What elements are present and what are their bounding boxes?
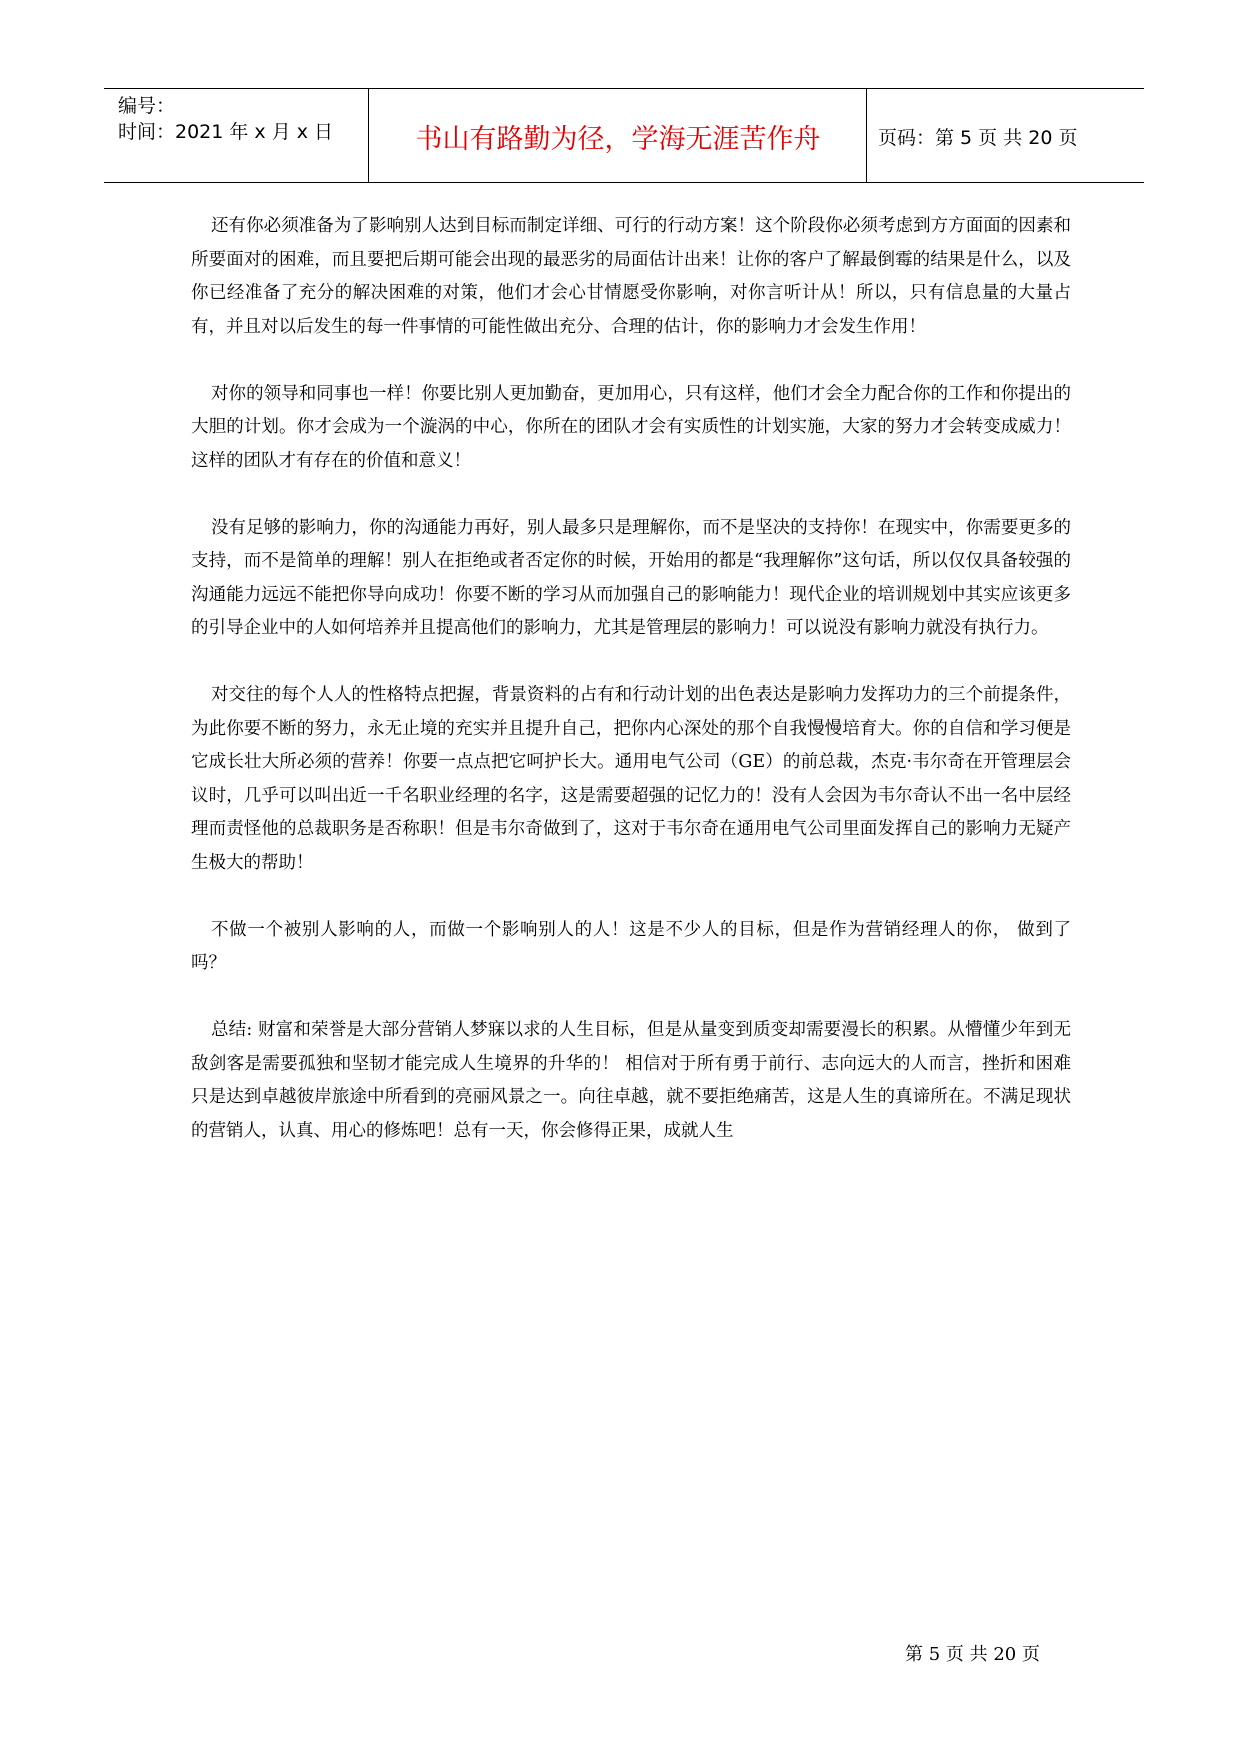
document-body: [191, 210, 1071, 1182]
document-time-label: 时间：2021 年 x 月 x 日: [118, 121, 334, 143]
paragraph-leaders-colleagues: 对你的领导和同事也一样！你要比别人更加勤奋，更加用心，只有这样，他们才会全力配合你的工作和你提出的大胆的计划。你才会成为一个漩涡的中心，你所在的团队才会有实质性的计划实施，大家的努力才会转变成威力！这样的团队才有存在的价值和意义！: [191, 383, 1071, 471]
header-page-number: 页码：第 5 页 共 20 页: [878, 127, 1078, 149]
header-divider-right: [866, 89, 867, 182]
paragraph-summary: 总结: 财富和荣誉是大部分营销人梦寐以求的人生目标，但是从量变到质变却需要漫长的积累。从懵懂少年到无敌剑客是需要孤独和坚韧才能完成人生境界的升华的！ 相信对于所有勇于前行、志向远大的人而言，挫折和困难只是达到卓越彼岸旅途中所看到的亮丽风景之一。向往卓越，就不要拒绝痛苦，这是人生的真谛所在。不满足现状的营销人，认真、用心的修炼吧！总有一天，你会修得正果，成就人生: [191, 1020, 1071, 1141]
document-number-label: 编号：: [118, 95, 176, 117]
paragraph-three-preconditions: 对交往的每个人人的性格特点把握，背景资料的占有和行动计划的出色表达是影响力发挥功力的三个前提条件，为此你要不断的努力，永无止境的充实并且提升自己，把你内心深处的那个自我慢慢培育大。你的自信和学习便是它成长壮大所必须的营养！你要一点点把它呵护长大。通用电气公司（GE）的前总裁，杰克·韦尔奇在开管理层会议时，几乎可以叫出近一千名职业经理的名字，这是需要超强的记忆力的！没有人会因为韦尔奇认不出一名中层经理而责怪他的总裁职务是否称职！但是韦尔奇做到了，这对于韦尔奇在通用电气公司里面发挥自己的影响力无疑产生极大的帮助！: [191, 685, 1071, 873]
header-left-block: [118, 93, 333, 145]
paragraph-action-plan: 还有你必须准备为了影响别人达到目标而制定详细、可行的行动方案！这个阶段你必须考虑到方方面面的因素和所要面对的困难，而且要把后期可能会出现的最恶劣的局面估计出来！让你的客户了解最倒霉的结果是什么，以及你已经准备了充分的解决困难的对策，他们才会心甘情愿受你影响，对你言听计从！所以，只有信息量的大量占有，并且对以后发生的每一件事情的可能性做出充分、合理的估计，你的影响力才会发生作用！: [191, 216, 1071, 337]
header-divider-left: [368, 89, 369, 182]
header-motto: 书山有路勤为径，学海无涯苦作舟: [415, 124, 821, 155]
paragraph-influencer-goal: 不做一个被别人影响的人，而做一个影响别人的人！这是不少人的目标，但是作为营销经理人的你， 做到了吗？: [191, 919, 1071, 973]
paragraph-influence-communication: 没有足够的影响力，你的沟通能力再好，别人最多只是理解你，而不是坚决的支持你！在现实中，你需要更多的支持，而不是简单的理解！别人在拒绝或者否定你的时候，开始用的都是“我理解你”这句话，所以仅仅具备较强的沟通能力远远不能把你导向成功！你要不断的学习从而加强自己的影响能力！现代企业的培训规划中其实应该更多的引导企业中的人如何培养并且提高他们的影响力，尤其是管理层的影响力！可以说没有影响力就没有执行力。: [191, 517, 1071, 638]
page-footer-number: 第 5 页 共 20 页: [905, 1644, 1040, 1665]
page-header: [104, 88, 1144, 183]
